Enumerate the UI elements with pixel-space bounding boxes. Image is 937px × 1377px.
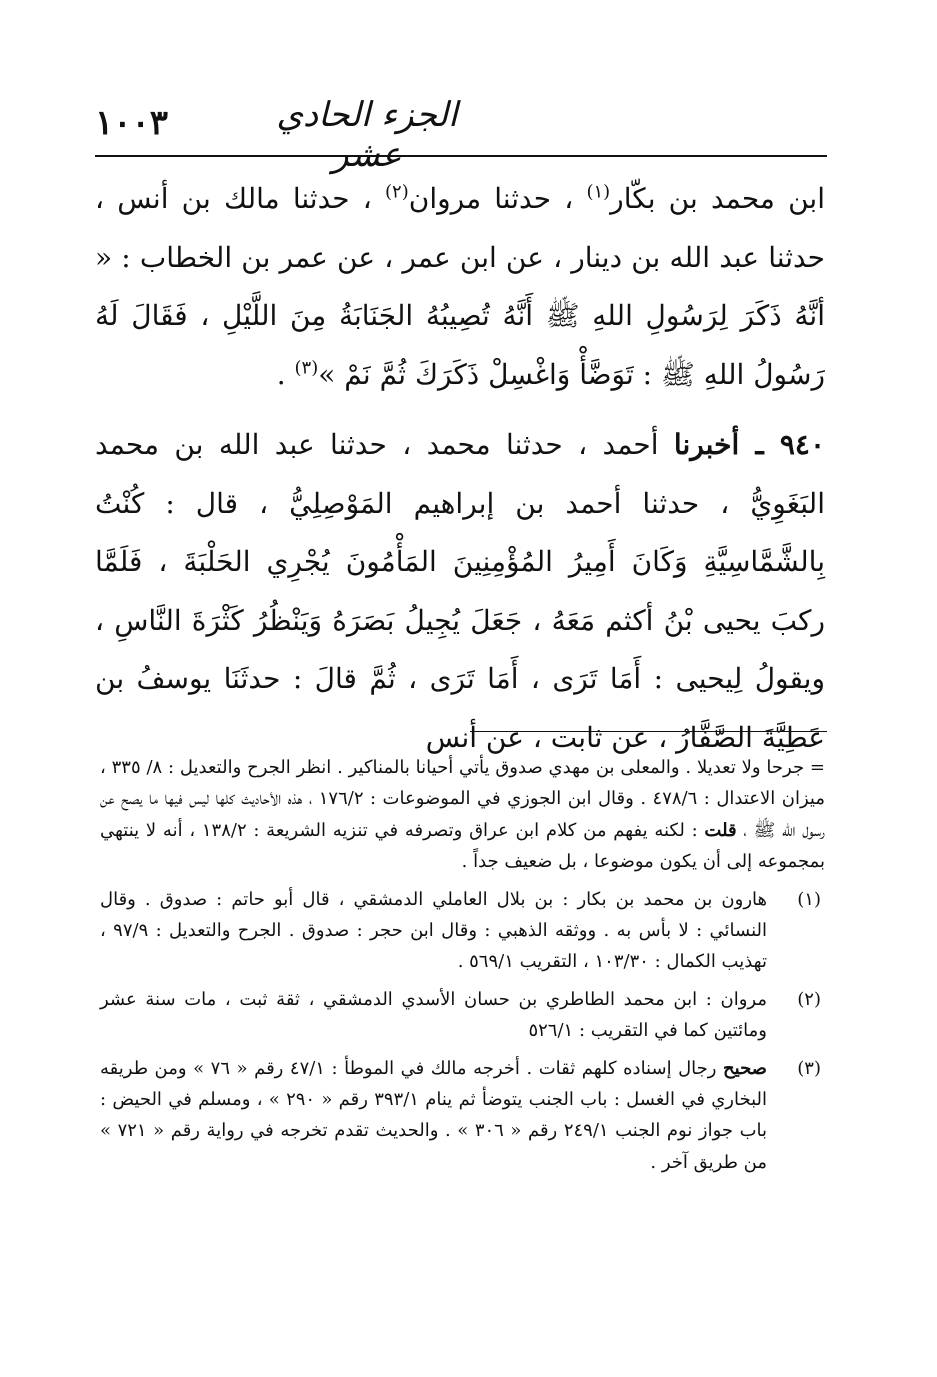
hadith-text: أحمد ، حدثنا محمد ، حدثنا عبد الله بن محمد البَغَوِيُّ ، حدثنا أحمد بن إبراهيم المَوْصِلِيُّ ، قال : كُنْتُ بِالشَّمَّاسِيَّةِ وَكَانَ أَمِيرُ المُؤْمِنِينَ المَأْمُونَ يُجْرِي الحَلْبَةَ ، فَلَمَّا ركبَ يحيى بْنُ أكثم مَعَهُ ، جَعَلَ يُجِيلُ بَصَرَهُ وَيَنْظُرُ كَثْرَةَ النَّاسِ ، ويقولُ لِيحيى : أَمَا تَرَى ، أَمَا تَرَى ، ثُمَّ قالَ : حدثَنَا يوسفُ بن عَطِيَّةَ الصَّفَّارُ ، عن ثابت ، عن أنس — [95, 428, 825, 754]
footnote-bold-word: قلت — [704, 819, 737, 841]
page-number: ١٠٠٣ — [95, 103, 169, 143]
footnotes — [100, 752, 825, 1178]
footnote-number-2: (٢) — [797, 988, 821, 1010]
footnote-continuation — [100, 752, 825, 878]
footnote-2 — [100, 984, 825, 1047]
text-segment: ابن محمد بن بكّار — [610, 182, 825, 215]
footnote-text: = جرحا ولا تعديلا . والمعلى بن مهدي صدوق يأتي أحيانا بالمناكير . انظر الجرح والتعديل : ٨/ ٣٣٥ ، ميزان الاعتدال : ٤٧٨/٦ . وقال ابن الجوزي في الموضوعات : ١٧٦/٢ ، هذه الأحاديث كلها ليس فيها ما يصح عن رسول الله ﷺ ، — [100, 757, 826, 841]
text-segment: ، حدثنا مروان — [408, 182, 587, 215]
running-title: الجزء الحادي عشر — [276, 95, 458, 175]
footnote-grade: صحيح — [723, 1057, 767, 1079]
footnote-number-1: (١) — [797, 888, 821, 910]
header-rule — [95, 155, 827, 157]
paragraph-hadith-940 — [95, 416, 825, 767]
footnote-ref-3[interactable]: (٣) — [294, 357, 319, 379]
footnote-number-3: (٣) — [797, 1057, 821, 1079]
text-segment: ، حدثنا مالك بن أنس ، حدثنا عبد الله بن دينار ، عن ابن عمر ، عن عمر بن الخطاب : « أنَّهُ ذَكَرَ لِرَسُولِ اللهِ ﷺ أَنَّهُ تُصِيبُهُ الجَنَابَةُ مِنَ اللَّيْلِ ، فَقَالَ لَهُ رَسُولُ اللهِ ﷺ : تَوَضَّأْ وَاغْسِلْ ذَكَرَكَ ثُمَّ نَمْ » — [95, 182, 825, 391]
footnote-rule — [470, 731, 827, 732]
page-header — [95, 95, 827, 175]
footnote-3 — [100, 1053, 825, 1179]
hadith-number: ٩٤٠ ـ — [739, 428, 826, 461]
main-text — [95, 170, 825, 767]
footnote-ref-2[interactable]: (٢) — [385, 181, 409, 203]
footnote-text: رجال إسناده كلهم ثقات . أخرجه مالك في الموطأ : ٤٧/١ رقم « ٧٦ » ومن طريقه البخاري في الغسل : باب الجنب يتوضأ ثم ينام ٣٩٣/١ رقم « ٢٩٠ » ، ومسلم في الحيض : باب جواز نوم الجنب ٢٤٩/١ رقم « ٣٠٦ » . والحديث تقدم تخرجه في رواية رقم « ٧٢١ » من طريق آخر . — [100, 1057, 768, 1173]
paragraph-isnad-continuation — [95, 170, 825, 404]
footnote-text: : لكنه يفهم من كلام ابن عراق وتصرفه في تنزيه الشريعة : ١٣٨/٢ ، أنه لا ينتهي بمجموعه إلى أن يكون موضوعا ، بل ضعيف جداً . — [100, 819, 825, 873]
footnote-text: هارون بن محمد بن بكار : بن بلال العاملي الدمشقي ، قال أبو حاتم : صدوق . وقال النسائي : لا بأس به . ووثقه الذهبي : وقال ابن حجر : صدوق . الجرح والتعديل : ٩٧/٩ ، تهذيب الكمال : ١٠٣/٣٠ ، التقريب ٥٦٩/١ . — [100, 888, 767, 973]
text-segment: . — [276, 357, 295, 391]
footnote-1 — [100, 884, 825, 978]
footnote-ref-1[interactable]: (١) — [586, 181, 611, 203]
footnote-text: مروان : ابن محمد الطاطري بن حسان الأسدي الدمشقي ، ثقة ثبت ، مات سنة عشر ومائتين كما في التقريب : ٥٢٦/١ — [100, 988, 767, 1042]
hadith-lead-word: أخبرنا — [673, 428, 740, 461]
